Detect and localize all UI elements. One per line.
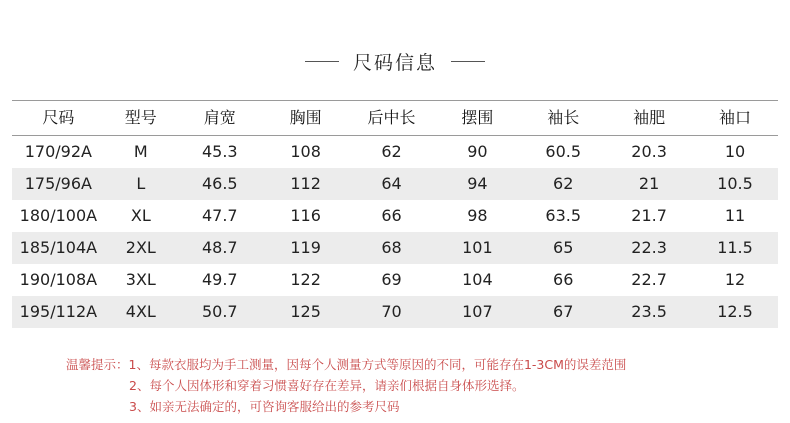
cell-cuff: 10.5: [692, 168, 778, 200]
cell-backlength: 69: [381, 270, 402, 289]
cell-sleeve: 67: [520, 296, 606, 328]
cell-sleeve: 65: [520, 232, 606, 264]
note-line-1: [66, 354, 790, 375]
cell-model: XL: [130, 206, 151, 225]
cell-size: 185/104A: [12, 232, 105, 264]
cell-sleeve-width: 23.5: [606, 296, 692, 328]
cell-model: 3XL: [125, 270, 156, 289]
table-row: [12, 136, 778, 169]
note-text-3: 3、如亲无法确定的，可咨询客服给出的参考尺码: [129, 399, 400, 414]
cell-model: M: [133, 142, 148, 161]
note-text-1: 1、每款衣服均为手工测量，因每个人测量方式等原因的不同，可能存在1-3CM的误差范围: [128, 357, 627, 372]
column-header-cuff: 袖口: [692, 101, 778, 136]
note-line-2: [66, 375, 790, 396]
cell-size: 190/108A: [19, 270, 98, 289]
cell-hem: 98: [467, 206, 488, 225]
cell-model: 4XL: [105, 296, 177, 328]
cell-hem: 101: [434, 232, 520, 264]
cell-shoulder: 45.3: [201, 142, 238, 161]
cell-sleeve-width: 21.7: [631, 206, 667, 225]
cell-hem: 104: [462, 270, 493, 289]
column-header-model: 型号: [105, 101, 177, 136]
size-table-wrap: [0, 100, 790, 328]
cell-shoulder: 49.7: [201, 270, 238, 289]
cell-backlength: 64: [349, 168, 435, 200]
cell-cuff: 12: [724, 270, 746, 289]
page-title: 尺码信息: [352, 51, 437, 74]
cell-chest: 119: [263, 232, 349, 264]
cell-sleeve: 63.5: [545, 206, 582, 225]
cell-hem: 94: [434, 168, 520, 200]
column-header-size: 尺码: [12, 101, 105, 136]
cell-chest: 125: [263, 296, 349, 328]
cell-model: 2XL: [105, 232, 177, 264]
column-header-backlength: 后中长: [349, 101, 435, 136]
size-table-body: [12, 136, 778, 329]
horizontal-rule-left-icon: [305, 61, 339, 62]
cell-sleeve: 62: [520, 168, 606, 200]
page-title-row: [0, 0, 790, 78]
horizontal-rule-right-icon: [451, 61, 485, 62]
cell-sleeve-width: 22.3: [606, 232, 692, 264]
column-header-hem: 摆围: [434, 101, 520, 136]
cell-size: 175/96A: [12, 168, 105, 200]
cell-backlength: 62: [381, 142, 402, 161]
table-row: [12, 296, 778, 328]
cell-backlength: 68: [349, 232, 435, 264]
cell-sleeve-width: 22.7: [631, 270, 667, 289]
size-table: [12, 100, 778, 328]
cell-chest: 112: [263, 168, 349, 200]
cell-shoulder: 46.5: [177, 168, 263, 200]
cell-backlength: 66: [381, 206, 402, 225]
column-header-sleeve: 袖长: [520, 101, 606, 136]
size-table-header: [12, 101, 778, 136]
cell-shoulder: 47.7: [201, 206, 238, 225]
cell-shoulder: 50.7: [177, 296, 263, 328]
table-row: [12, 200, 778, 232]
table-row: [12, 264, 778, 296]
table-row: [12, 168, 778, 200]
cell-cuff: 10: [724, 142, 746, 161]
notes-label: 温馨提示：: [66, 357, 129, 372]
cell-sleeve: 60.5: [545, 142, 582, 161]
cell-shoulder: 48.7: [177, 232, 263, 264]
cell-cuff: 11.5: [692, 232, 778, 264]
cell-hem: 90: [467, 142, 488, 161]
cell-size: 170/92A: [24, 142, 92, 161]
table-row: [12, 232, 778, 264]
note-text-2: 2、每个人因体形和穿着习惯喜好存在差异，请亲们根据自身体形选择。: [129, 378, 525, 393]
note-line-3: [66, 396, 790, 417]
cell-size: 180/100A: [19, 206, 98, 225]
column-header-shoulder: 肩宽: [177, 101, 263, 136]
cell-hem: 107: [434, 296, 520, 328]
column-header-sleeve-width: 袖肥: [606, 101, 692, 136]
cell-sleeve: 66: [553, 270, 574, 289]
cell-size: 195/112A: [12, 296, 105, 328]
cell-sleeve-width: 20.3: [631, 142, 667, 161]
cell-cuff: 11: [724, 206, 746, 225]
cell-chest: 116: [290, 206, 321, 225]
cell-sleeve-width: 21: [606, 168, 692, 200]
cell-model: L: [105, 168, 177, 200]
notes-block: [0, 354, 790, 417]
cell-chest: 122: [290, 270, 321, 289]
cell-chest: 108: [290, 142, 321, 161]
cell-backlength: 70: [349, 296, 435, 328]
cell-cuff: 12.5: [692, 296, 778, 328]
column-header-chest: 胸围: [263, 101, 349, 136]
